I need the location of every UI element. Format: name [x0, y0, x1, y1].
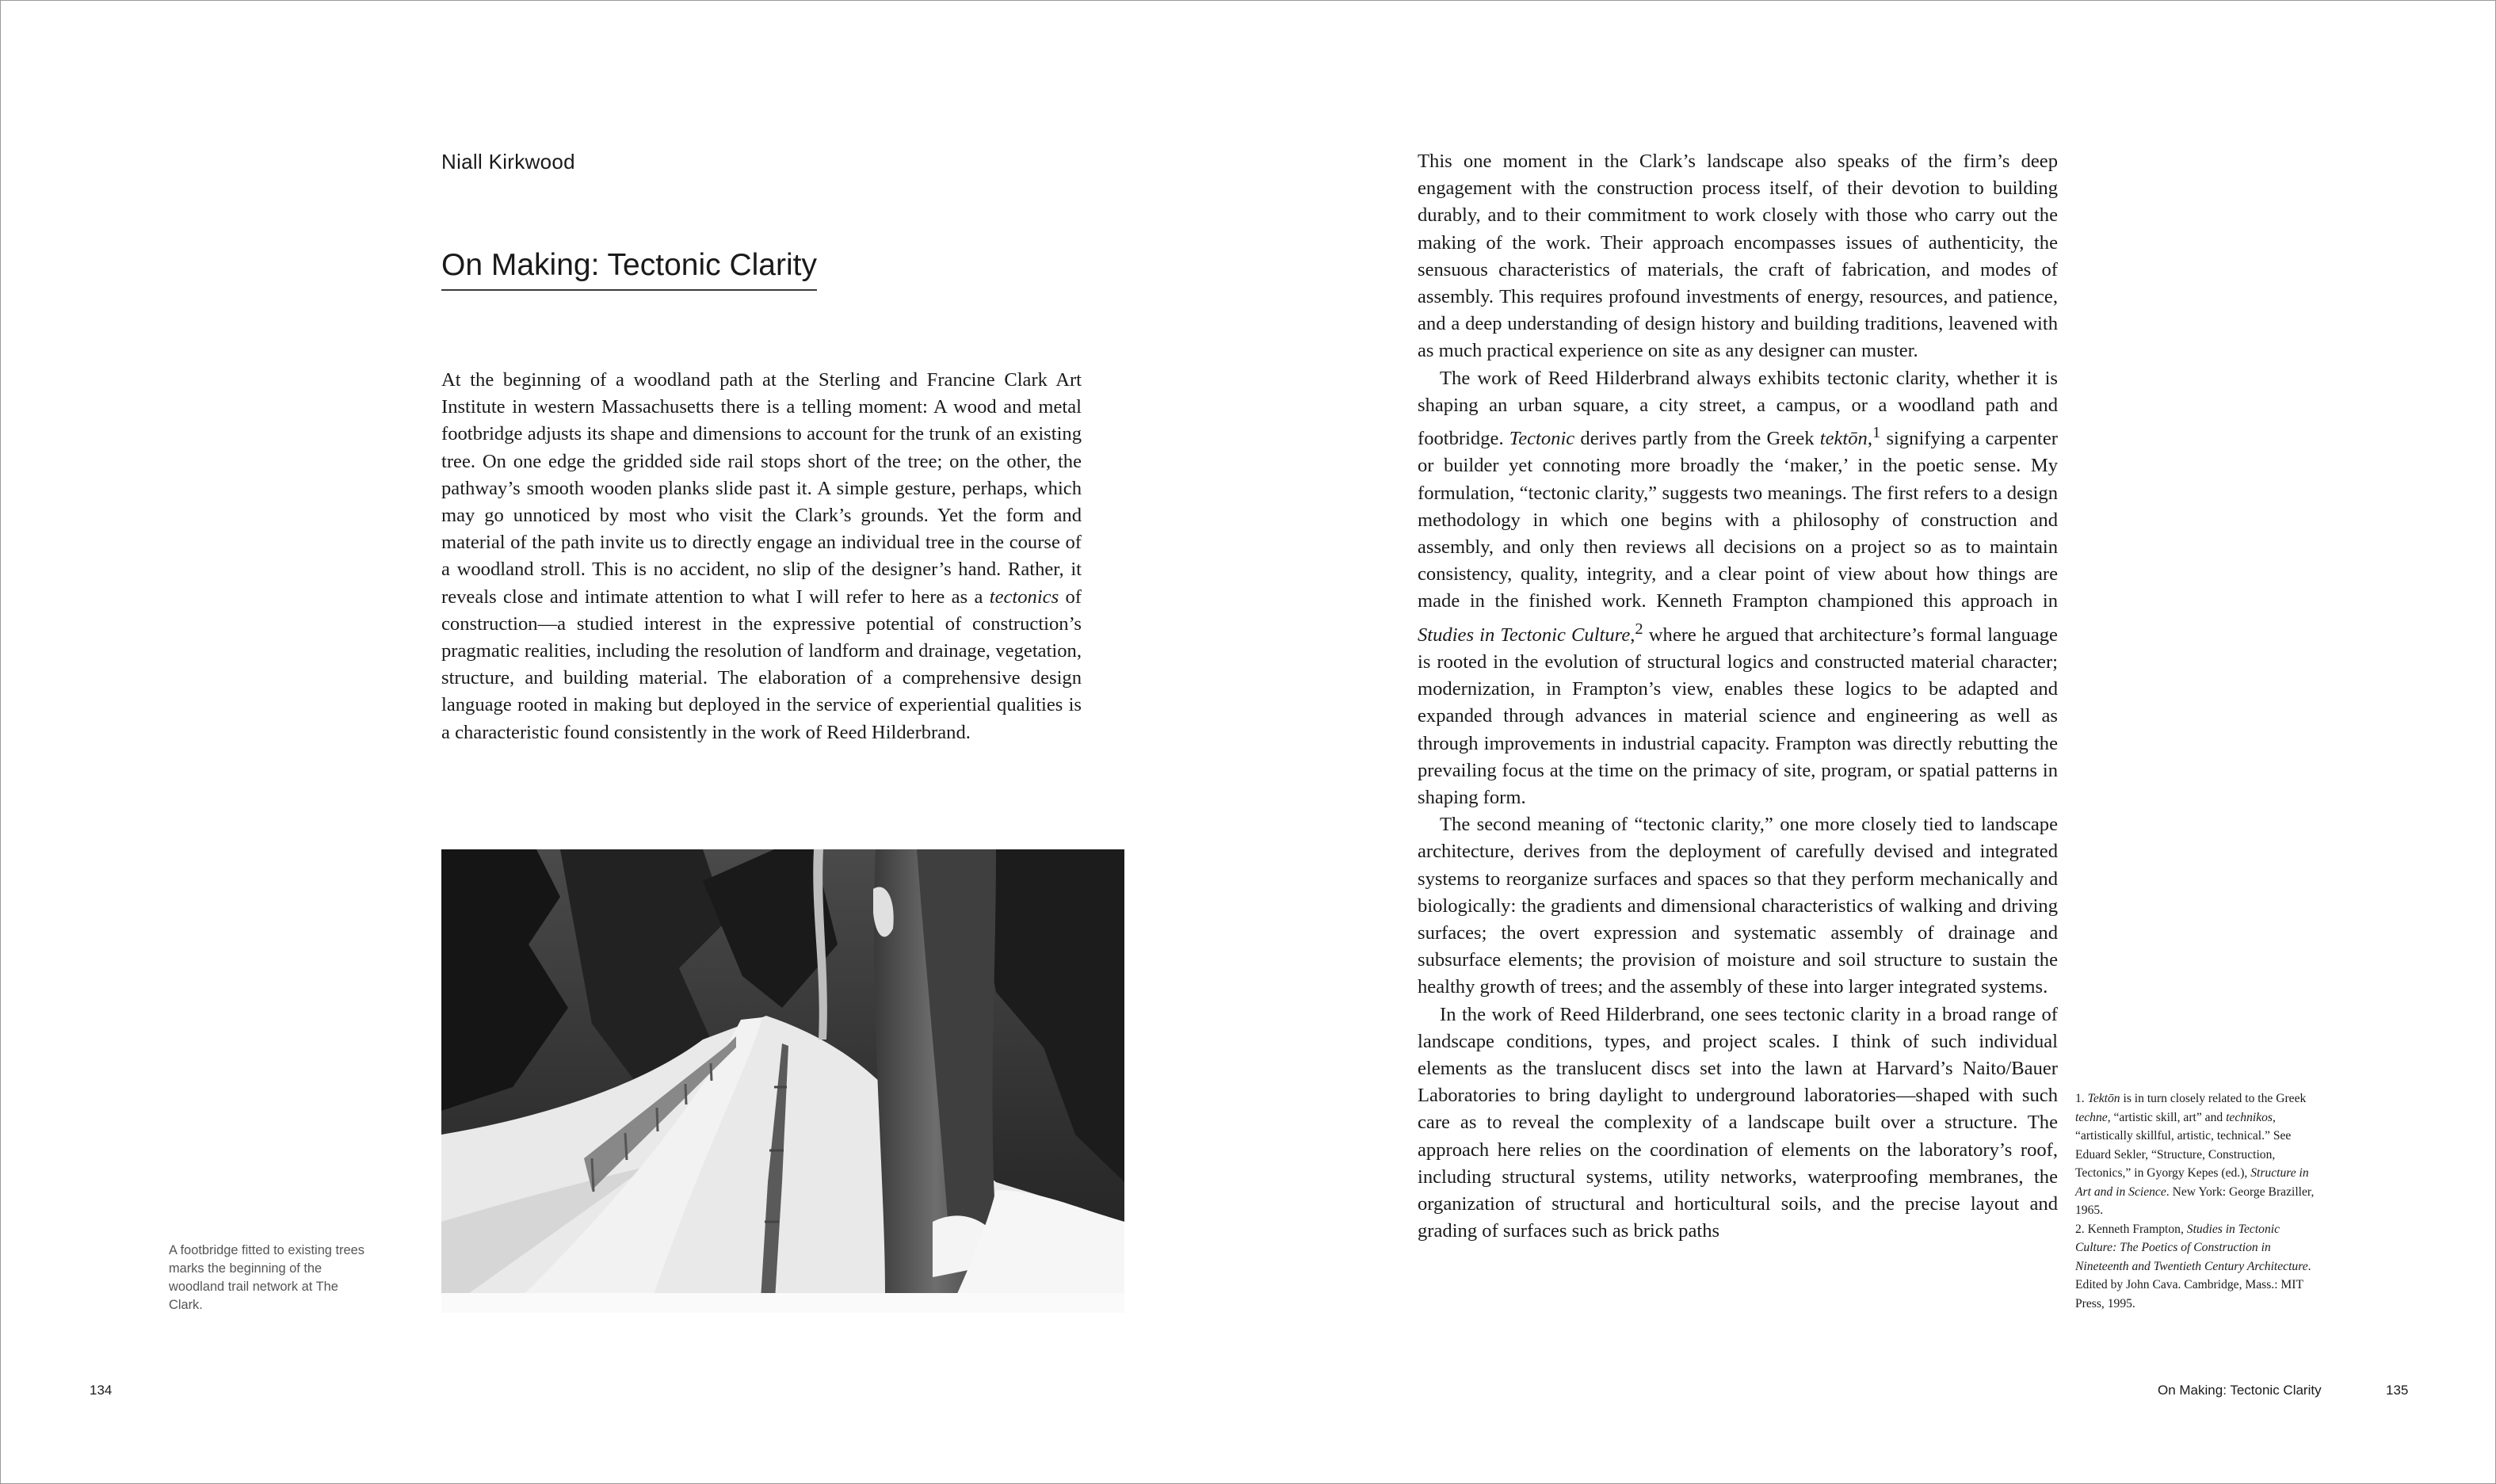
left-body-text — [441, 367, 1082, 746]
body-paragraph: The work of Reed Hilderbrand always exhibits tectonic clarity, whether it is shaping an urban square, a city street, a campus, or a woodland path and footbridge. Tectonic derives partly from the Greek tektōn,$^1$ signifying a carpenter or builder yet connoting more broadly the ‘maker,’ in the poetic sense. My formulation, “tectonic clarity,” suggests two meanings. The first refers to a design methodology in which one begins with a philosophy of construction and assembly, and only then reviews all decisions on a project so as to maintain consistency, quality, integrity, and a clear point of view about how things are made in the finished work. Kenneth Frampton championed this approach in Studies in Tectonic Culture,$^2$ where he argued that architecture’s formal language is rooted in the evolution of structural logics and constructed material character; modernization, in Frampton’s view, enables these logics to be adapted and expanded through advances in material science and engineering as well as through improvements in industrial capacity. Frampton was directly rebutting the prevailing focus at the time on the primacy of site, program, or spatial patterns in shaping form. — [1418, 367, 2058, 809]
footnote: 2. Kenneth Frampton, Studies in Tectonic Culture: The Poetics of Construction in Nineteenth and Twentieth Century Architecture. Edited by John Cava. Cambridge, Mass.: MIT Press, 1995. — [2075, 1222, 2311, 1310]
body-paragraph: The second meaning of “tectonic clarity,” one more closely tied to landscape architecture, derives from the deployment of carefully devised and integrated systems to reorganize surfaces and spaces so that they perform mechanically and biologically: the gradients and dimensional characteristics of walking and driving surfaces; the overt expression and systematic assembly of drainage and subsurface elements; the provision of moisture and soil structure to sustain the healthy growth of trees; and the assembly of these into larger integrated systems. — [1418, 814, 2058, 998]
body-paragraph: At the beginning of a woodland path at the Sterling and Francine Clark Art Institute in western Massachusetts there is a telling moment: A wood and metal footbridge adjusts its shape and dimensions to account for the trunk of an existing tree. On one edge the gridded side rail stops short of the tree; on the other, the pathway’s smooth wooden planks slide past it. A simple gesture, perhaps, which may go unnoticed by most who visit the Clark’s grounds. Yet the form and material of the path invite us to directly engage an individual tree in the course of a woodland stroll. This is no accident, no slip of the designer’s hand. Rather, it reveals close and intimate attention to what I will refer to here as a tectonics of construction—a studied interest in the expressive potential of construction’s pragmatic realities, including the resolution of landform and drainage, vegetation, structure, and building material. The elaboration of a comprehensive design language rooted in making but deployed in the service of experiential qualities is a characteristic found consistently in the work of Reed Hilderbrand. — [441, 369, 1082, 743]
page-number-right: 135 — [2386, 1383, 2409, 1398]
body-paragraph: In the work of Reed Hilderbrand, one sees tectonic clarity in a broad range of landscape conditions, types, and project scales. I think of such individual elements as the translucent discs set into the lawn at Harvard’s Naito/Bauer Laboratories to bring daylight to underground laboratories—shaped with such care as to reveal the complexity of a landscape built over a structure. The approach here relies on the coordination of elements on the laboratory’s roof, including structural systems, utility networks, waterproofing membranes, the organization of structural and horticultural soils, and the precise layout and grading of surfaces such as brick paths — [1418, 1003, 2058, 1242]
chapter-title: On Making: Tectonic Clarity — [441, 248, 817, 291]
running-head: On Making: Tectonic Clarity — [2158, 1383, 2322, 1398]
footnote: 1. Tektōn is in turn closely related to the Greek techne, “artistic skill, art” and technikos, “artistically skillful, artistic, technical.” See Eduard Sekler, “Structure, Construction, Tectonics,” in Gyorgy Kepes (ed.), Structure in Art and in Science. New York: George Braziller, 1965. — [2075, 1092, 2315, 1217]
author-name: Niall Kirkwood — [441, 150, 575, 174]
right-body-text — [1418, 148, 2058, 1246]
photo-caption: A footbridge fitted to existing trees marks the beginning of the woodland trail network at The Clark. — [169, 1243, 364, 1312]
footbridge-photo — [441, 849, 1124, 1313]
page-number-left: 134 — [90, 1383, 113, 1398]
footnotes — [2075, 1089, 2322, 1313]
body-paragraph: This one moment in the Clark’s landscape also speaks of the firm’s deep engagement with the construction process itself, of their devotion to building durably, and to their commitment to work closely with those who carry out the making of the work. Their approach encompasses issues of authenticity, the sensuous characteristics of materials, the craft of fabrication, and modes of assembly. This requires profound investments of energy, resources, and patience, and a deep understanding of design history and building traditions, leavened with as much practical experience on site as any designer can muster. — [1418, 151, 2058, 362]
